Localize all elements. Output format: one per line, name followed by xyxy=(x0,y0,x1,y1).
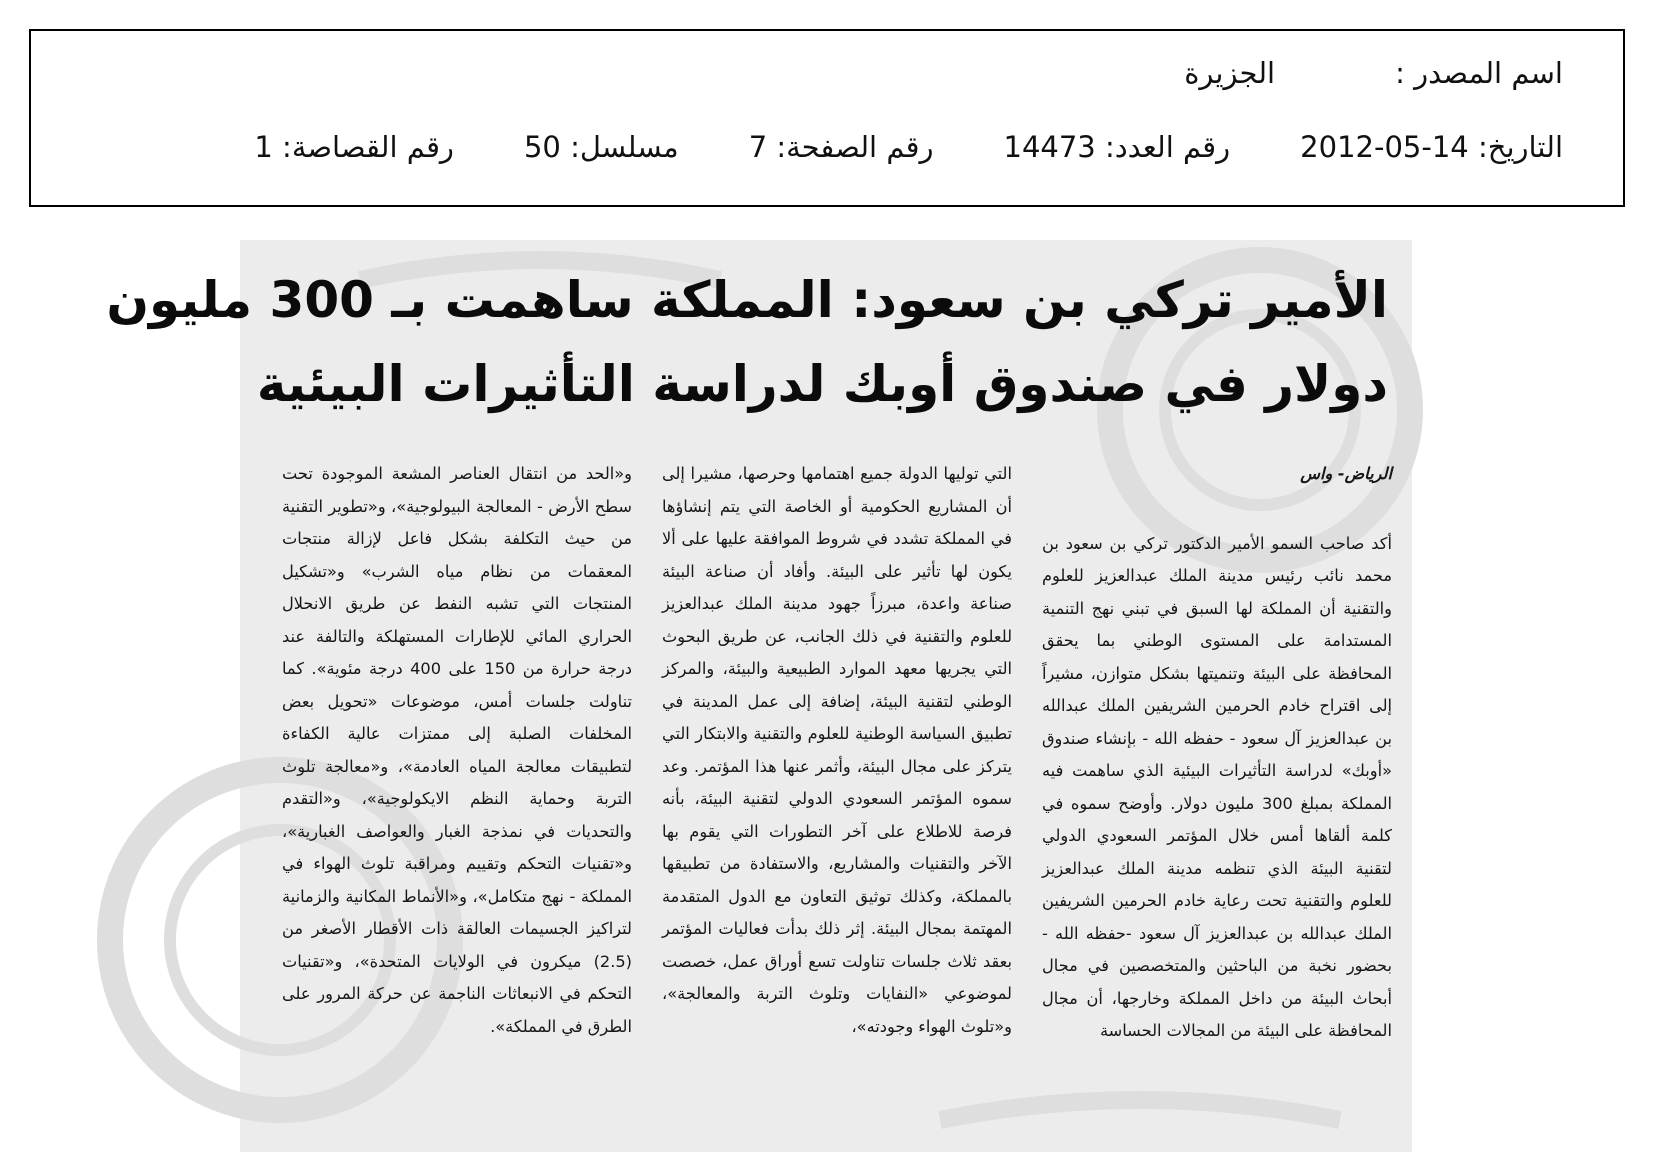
headline-line-1: الأمير تركي بن سعود: المملكة ساهمت بـ 300 مليون xyxy=(106,271,1388,329)
headline-line-2: دولار في صندوق أوبك لدراسة التأثيرات البيئية xyxy=(256,355,1388,413)
column-3-text: و«الحد من انتقال العناصر المشعة الموجودة تحت سطح الأرض - المعالجة البيولوجية»، و«تطوير التقنية من حيث التكلفة بشكل فاعل لإزالة منتجات المعقمات من نظام مياه الشرب» و«تشكيل المنتجات التي تشبه النفط عن طريق الانحلال الحراري المائي للإطارات المستهلكة والتالفة عند درجة حرارة من 150 على 400 درجة مئوية». كما تناولت جلسات أمس، موضوعات «تحويل بعض المخلفات الصلبة إلى ممتزات عالية الكفاءة لتطبيقات معالجة المياه العادمة»، و«معالجة تلوث التربة وحماية النظم الايكولوجية»، و«التقدم والتحديات في نمذجة الغبار والعواصف الغبارية»، و«تقنيات التحكم وتقييم ومراقبة تلوث الهواء في المملكة - نهج متكامل»، و«الأنماط المكانية والزمانية لتراكيز الجسيمات العالقة ذات الأقطار الأصغر من (2.5) ميكرون في الولايات المتحدة»، و«تقنيات التحكم في الانبعاثات الناجمة عن حركة المرور على الطرق في المملكة». xyxy=(282,464,632,1036)
clipping-metadata-box xyxy=(29,29,1625,207)
column-1-text: أكد صاحب السمو الأمير الدكتور تركي بن سعود بن محمد نائب رئيس مدينة الملك عبدالعزيز للعلوم والتقنية أن المملكة لها السبق في تبني نهج التنمية المستدامة على المستوى الوطني بما يحقق المحافظة على البيئة وتنميتها بشكل متوازن، مشيراً إلى اقتراح خادم الحرمين الشريفين الملك عبدالله بن عبدالعزيز آل سعود - حفظه الله - بإنشاء صندوق «أوبك» لدراسة التأثيرات البيئية الذي ساهمت فيه المملكة بمبلغ 300 مليون دولار. وأوضح سموه في كلمة ألقاها أمس خلال المؤتمر السعودي الدولي لتقنية البيئة الذي تنظمه مدينة الملك عبدالعزيز للعلوم والتقنية تحت رعاية خادم الحرمين الشريفين الملك عبدالله بن عبدالعزيز آل سعود -حفظه الله - بحضور نخبة من الباحثين والمتخصصين في مجال أبحاث البيئة من داخل المملكة وخارجها، أن مجال المحافظة على البيئة من المجالات الحساسة xyxy=(1042,533,1393,1040)
newspaper-clipping xyxy=(106,240,1412,1152)
source-row xyxy=(1184,53,1563,93)
article-column-2 xyxy=(662,458,1012,1043)
column-2-text: التي توليها الدولة جميع اهتمامها وحرصها، مشيرا إلى أن المشاريع الحكومية أو الخاصة التي يتم إنشاؤها في المملكة تشدد في شروط الموافقة عليها على ألا يكون لها تأثير على البيئة. وأفاد أن صناعة البيئة صناعة واعدة، مبرزاً جهود مدينة الملك عبدالعزيز للعلوم والتقنية في ذلك الجانب، عن طريق البحوث التي يجريها معهد الموارد الطبيعية والبيئة، والمركز الوطني لتقنية البيئة، إضافة إلى عمل المدينة في تطبيق السياسة الوطنية للعلوم والتقنية والابتكار التي يتركز على مجال البيئة، وأثمر عنها هذا المؤتمر. وعد سموه المؤتمر السعودي الدولي لتقنية البيئة، بأنه فرصة للاطلاع على آخر التطورات التي يقوم بها الآخر والتقنيات والمشاريع، والاستفادة من تطبيقها بالمملكة، وكذلك توثيق التعاون مع الدول المتقدمة المهتمة بمجال البيئة. إثر ذلك بدأت فعاليات المؤتمر بعقد ثلاث جلسات تناولت تسع أوراق عمل، خصصت لموضوعي «النفايات وتلوث التربة والمعالجة»، و«تلوث الهواء وجودته»، xyxy=(662,464,1012,1036)
article-column-1 xyxy=(1042,458,1392,1048)
page-number-field: رقم الصفحة: 7 xyxy=(748,130,934,164)
clip-number-field: رقم القصاصة: 1 xyxy=(254,130,454,164)
date-field: التاريخ: 14-05-2012 xyxy=(1300,130,1563,164)
source-name: الجزيرة xyxy=(1184,56,1276,90)
source-label: اسم المصدر : xyxy=(1395,56,1563,90)
serial-field: مسلسل: 50 xyxy=(523,130,679,164)
article-dateline: الرياض- واس xyxy=(1300,464,1392,483)
details-row xyxy=(254,127,1563,167)
article-headline xyxy=(106,258,1388,426)
article-column-3 xyxy=(282,458,632,1043)
issue-number-field: رقم العدد: 14473 xyxy=(1003,130,1231,164)
